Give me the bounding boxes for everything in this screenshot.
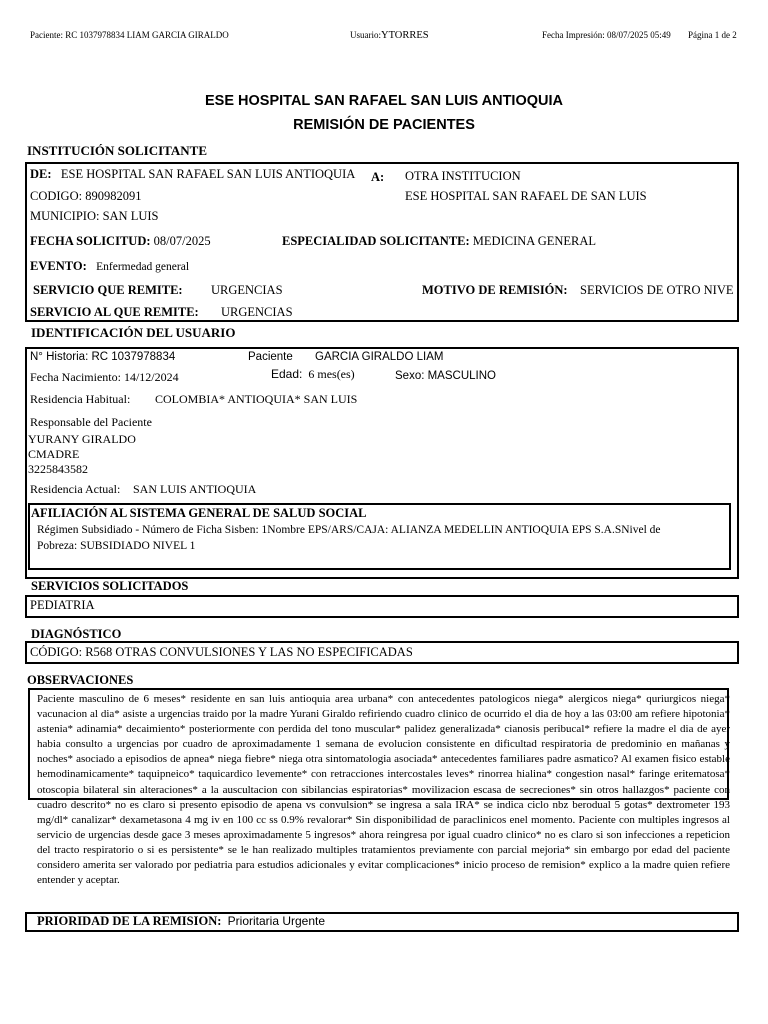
header-user-label: Usuario: xyxy=(350,30,381,40)
section-usuario: IDENTIFICACIÓN DEL USUARIO xyxy=(31,325,236,340)
hospital-title: ESE HOSPITAL SAN RAFAEL SAN LUIS ANTIOQUIA xyxy=(205,93,563,109)
codigo: CODIGO: 890982091 xyxy=(30,189,142,203)
residencia-actual-label: Residencia Actual: xyxy=(30,482,121,496)
residencia-actual-value: SAN LUIS ANTIOQUIA xyxy=(133,482,257,496)
de-row xyxy=(30,167,355,182)
de-label: DE: xyxy=(30,167,52,181)
header-page: Página 1 de 2 xyxy=(688,30,737,40)
fecha-value: 08/07/2025 xyxy=(153,234,211,248)
section-diagnostico: DIAGNÓSTICO xyxy=(31,627,122,641)
header-print-date: Fecha Impresión: 08/07/2025 05:49 xyxy=(542,30,671,40)
a-value-2: ESE HOSPITAL SAN RAFAEL DE SAN LUIS xyxy=(405,189,647,203)
evento-label: EVENTO: xyxy=(30,259,87,273)
fecha-label: FECHA SOLICITUD: xyxy=(30,234,151,248)
edad-value: 6 mes(es) xyxy=(308,367,355,381)
especialidad-label: ESPECIALIDAD SOLICITANTE: xyxy=(282,234,470,248)
prioridad-value: Prioritaria Urgente xyxy=(227,914,326,928)
especialidad xyxy=(282,234,596,249)
motivo-value: SERVICIOS DE OTRO NIVE xyxy=(580,283,734,297)
paciente-label: Paciente xyxy=(248,351,293,363)
a-label: A: xyxy=(371,170,385,184)
fecha-nacimiento: Fecha Nacimiento: 14/12/2024 xyxy=(30,370,179,384)
historia: N° Historia: RC 1037978834 xyxy=(30,351,176,363)
section-institucion: INSTITUCIÓN SOLICITANTE xyxy=(27,143,208,158)
motivo-label: MOTIVO DE REMISIÓN: xyxy=(422,283,568,297)
de-value: ESE HOSPITAL SAN RAFAEL SAN LUIS ANTIOQUIA xyxy=(60,167,356,181)
afiliacion-line-2: Pobreza: SUBSIDIADO NIVEL 1 xyxy=(37,540,196,552)
diagnostico-value: CÓDIGO: R568 OTRAS CONVULSIONES Y LAS NO ESPECIFICADAS xyxy=(30,645,413,659)
remite-label: SERVICIO QUE REMITE: xyxy=(33,283,183,297)
header-user-value: YTORRES xyxy=(381,30,429,41)
responsable-telefono: 3225843582 xyxy=(28,462,88,476)
evento xyxy=(30,259,189,274)
residencia-habitual-value: COLOMBIA* ANTIOQUIA* SAN LUIS xyxy=(155,392,358,406)
prioridad-label: PRIORIDAD DE LA REMISION: xyxy=(37,914,222,928)
al-label: SERVICIO AL QUE REMITE: xyxy=(30,305,199,319)
a-value: OTRA INSTITUCION xyxy=(405,169,521,183)
edad-label: Edad: xyxy=(271,367,303,381)
edad xyxy=(271,367,355,382)
servicios-value: PEDIATRIA xyxy=(30,598,95,612)
fecha-solicitud xyxy=(30,234,211,249)
afiliacion-line-1: Régimen Subsidiado - Número de Ficha Sisben: 1Nombre EPS/ARS/CAJA: ALIANZA MEDELLIN ANTIOQUIA EPS S.A.SNivel de xyxy=(37,524,661,536)
header-user xyxy=(350,30,429,41)
servicios-box xyxy=(25,595,739,618)
section-servicios: SERVICIOS SOLICITADOS xyxy=(31,579,189,593)
residencia-habitual-label: Residencia Habitual: xyxy=(30,392,131,406)
paciente-value: GARCIA GIRALDO LIAM xyxy=(315,351,444,363)
especialidad-value: MEDICINA GENERAL xyxy=(472,234,597,248)
section-observaciones: OBSERVACIONES xyxy=(27,673,134,687)
evento-value: Enfermedad general xyxy=(96,261,190,273)
remite-value: URGENCIAS xyxy=(211,283,283,297)
section-afiliacion: AFILIACIÓN AL SISTEMA GENERAL DE SALUD SOCIAL xyxy=(31,506,367,520)
municipio: MUNICIPIO: SAN LUIS xyxy=(30,209,159,223)
sexo: Sexo: MASCULINO xyxy=(395,370,496,382)
document-title: REMISIÓN DE PACIENTES xyxy=(293,117,475,133)
al-value: URGENCIAS xyxy=(221,305,293,319)
prioridad-row xyxy=(37,914,325,929)
observaciones-text: Paciente masculino de 6 meses* residente en san luis antioquia area urbana* con antecedentes patologicos niega* alergicos niega* quriurgicos niega* vacunacion al dia* asiste a urgencias traido por la madre Yurani Giraldo refiriendo cuadro clinico de ocurrido el dia de hoy a las 03:00 am refiere hipotonia* astenia* adinamia* decaimiento* posteriormente con perdida del tono muscular* palidez generalizada* cianosis peribucal* refiere la madre el dia de ayer habia consulto a urgencias por cuadro de aproximadamente 1 semana de evolucion consistente en dificultad respiratoria de predominio en mañanas y noches* asociado a episodios de apnea* niega fiebre* niega otra sintomatologia asociada* antecedentes familiares padre asmatico? Al examen fisico estable hemodinamicamente* taquipneico* taquicardico levemente* con retracciones intercostales leves* rinorrea hialina* congestion nasal* faringe eritematosa* otoscopia bilateral sin alteraciones* a la auscultacion con sibilancias espiratorias* movilizacion escasa de secreciones* sin otros hallazgos* paciente con cuadro descrito* no es claro si presento episodio de apena vs convulsion* se ingresa a sala IRA* se indica ciclo nbz berodual 5 gotas* dextrometer 193 mg/dl* canalizar* dexametasona 4 mg iv en 100 cc ss 0.9% revalorar* Sin disponibilidad de paraclinicos enel momento. Paciente con multiples ingresos al servicio de urgencias desde gace 3 meses aproximadamente 5 ingresos* ahora reingresa por igual cuadro clinico* no es claro si son infecciones a repeticion del tracto respiratorio o si es persistente* se le han realizado multiples tratamientos previamente con parcial mejoria* sin embargo por edad del paciente considero amerita ser valorado por pediatria para estudios adicionales y evitar complicaciones* inicio proceso de remision* explico a la madre quien refiere entender y aceptar. xyxy=(37,693,730,887)
header-patient: Paciente: RC 1037978834 LIAM GARCIA GIRALDO xyxy=(30,30,229,40)
responsable-nombre: YURANY GIRALDO xyxy=(28,432,136,446)
responsable-label: Responsable del Paciente xyxy=(30,415,152,429)
responsable-parentesco: CMADRE xyxy=(28,447,80,461)
